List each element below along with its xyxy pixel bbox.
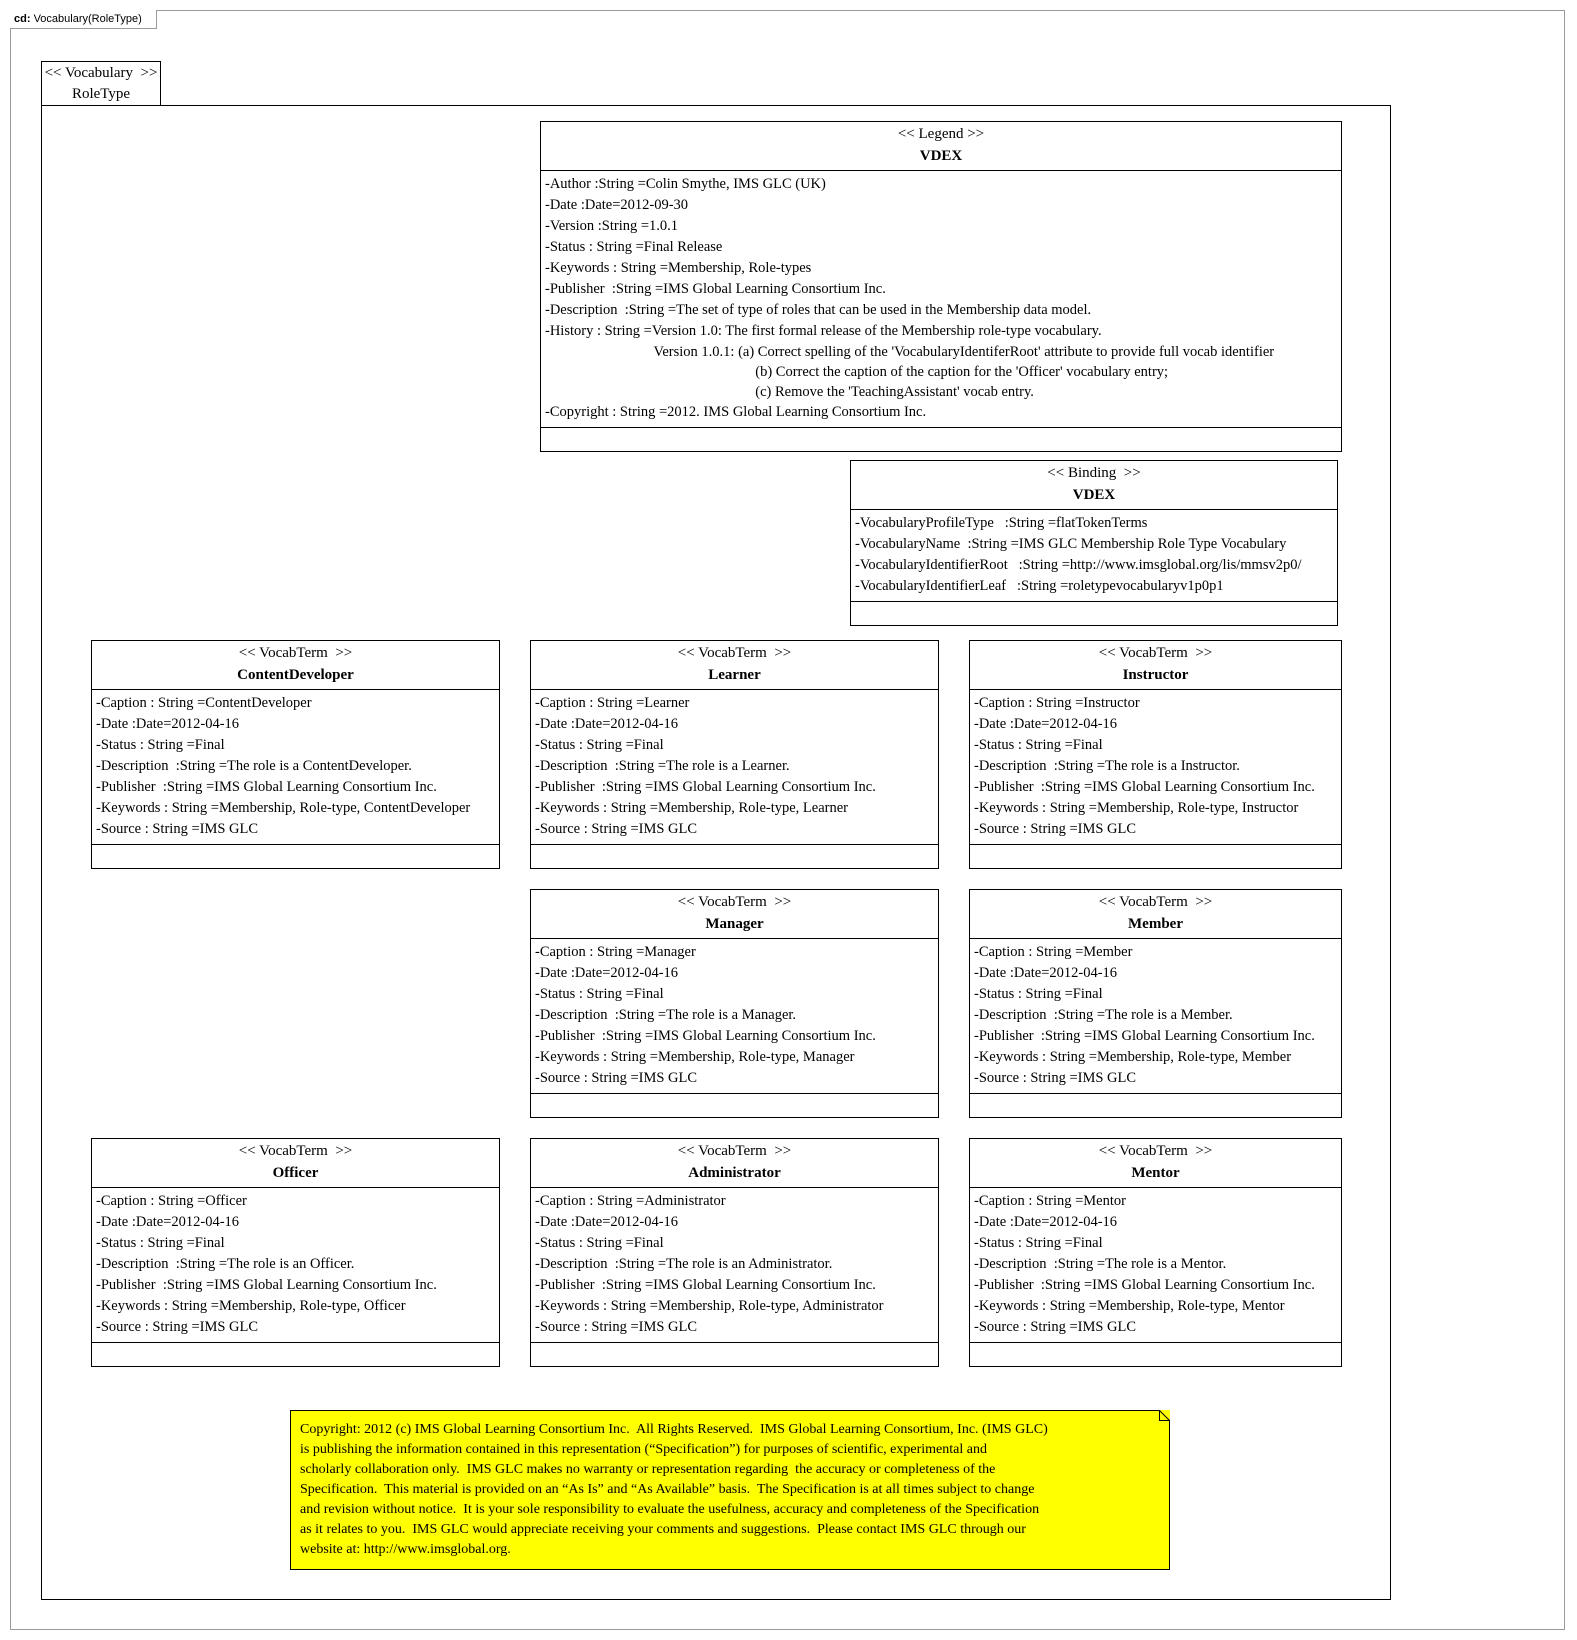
vocabterm-name: ContentDeveloper — [237, 667, 354, 683]
vocabterm-attr: -Status : String =Final — [96, 737, 225, 753]
vocabterm-name: Learner — [708, 667, 761, 683]
vocabterm-name: Member — [1128, 916, 1183, 932]
vocabterm-operations — [531, 845, 938, 868]
legend-attr: -Copyright : String =2012. IMS Global Learning Consortium Inc. — [545, 404, 927, 420]
vocabterm-attr: -Publisher :String =IMS Global Learning Consortium Inc. — [535, 1028, 876, 1044]
vocabterm-name: Mentor — [1131, 1165, 1180, 1181]
legend-header — [541, 122, 1341, 171]
legend-attr: -Version :String =1.0.1 — [545, 218, 679, 234]
vocabterm-operations — [970, 1094, 1341, 1117]
vocabterm-attributes — [92, 690, 499, 845]
vocabterm-operations — [970, 1343, 1341, 1366]
legend-attr: Version 1.0.1: (a) Correct spelling of the 'VocabularyIdentiferRoot' attribute to provide full vocab identifier — [545, 344, 1275, 360]
vocabterm-stereotype: << VocabTerm >> — [1098, 894, 1213, 910]
legend-attr: (b) Correct the caption of the caption for the 'Officer' vocabulary entry; — [545, 364, 1169, 380]
vocabterm-name: Administrator — [688, 1165, 781, 1181]
vocabterm-attr: -Date :Date=2012-04-16 — [96, 716, 240, 732]
vocabterm-attr: -Publisher :String =IMS Global Learning Consortium Inc. — [535, 779, 876, 795]
vocabterm-attr: -Keywords : String =Membership, Role-type, Manager — [535, 1049, 855, 1065]
legend-stereotype: << Legend >> — [897, 126, 985, 142]
vocabterm-header — [531, 641, 938, 690]
legend-attr: -Keywords : String =Membership, Role-types — [545, 260, 812, 276]
vocabterm-attr: -Caption : String =Member — [974, 944, 1133, 960]
vocabterm-attr: -Source : String =IMS GLC — [974, 821, 1137, 837]
vocabterm-attr: -Source : String =IMS GLC — [535, 821, 698, 837]
binding-attr: -VocabularyProfileType :String =flatTokenTerms — [855, 515, 1148, 531]
vocabterm-attr: -Caption : String =Administrator — [535, 1193, 726, 1209]
vocabterm-header — [531, 1139, 938, 1188]
vocabterm-manager[interactable] — [530, 889, 939, 1118]
legend-attr: -Date :Date=2012-09-30 — [545, 197, 689, 213]
vocabterm-stereotype: << VocabTerm >> — [1098, 645, 1213, 661]
legend-attr: -Author :String =Colin Smythe, IMS GLC (UK) — [545, 176, 826, 192]
vocabterm-header — [970, 641, 1341, 690]
vocabterm-attr: -Keywords : String =Membership, Role-type, ContentDeveloper — [96, 800, 471, 816]
vocabterm-attr: -Status : String =Final — [535, 986, 664, 1002]
vocabterm-attr: -Description :String =The role is a Member. — [974, 1007, 1233, 1023]
binding-attr: -VocabularyName :String =IMS GLC Membership Role Type Vocabulary — [855, 536, 1287, 552]
vocabterm-attr: -Source : String =IMS GLC — [974, 1319, 1137, 1335]
binding-stereotype: << Binding >> — [1047, 465, 1141, 481]
vocabterm-attr: -Publisher :String =IMS Global Learning Consortium Inc. — [974, 779, 1315, 795]
binding-attr: -VocabularyIdentifierRoot :String =http://www.imsglobal.org/lis/mmsv2p0/ — [855, 557, 1302, 573]
vocabterm-attr: -Status : String =Final — [974, 986, 1103, 1002]
vocabterm-attr: -Publisher :String =IMS Global Learning Consortium Inc. — [974, 1277, 1315, 1293]
vocabterm-attributes — [970, 939, 1341, 1094]
vocabterm-attr: -Source : String =IMS GLC — [96, 1319, 259, 1335]
vocabterm-attr: -Caption : String =Officer — [96, 1193, 247, 1209]
vocabterm-administrator[interactable] — [530, 1138, 939, 1367]
vocabterm-header — [92, 1139, 499, 1188]
vocabterm-name: Instructor — [1122, 667, 1189, 683]
vocabterm-attr: -Date :Date=2012-04-16 — [974, 965, 1118, 981]
vocabterm-attributes — [92, 1188, 499, 1343]
vocabterm-operations — [531, 1094, 938, 1117]
note-line: website at: http://www.imsglobal.org. — [300, 1542, 511, 1557]
vocabterm-attr: -Date :Date=2012-04-16 — [96, 1214, 240, 1230]
vocabterm-mentor[interactable] — [969, 1138, 1342, 1367]
vocabterm-operations — [92, 1343, 499, 1366]
vocabterm-attr: -Keywords : String =Membership, Role-type, Member — [974, 1049, 1292, 1065]
legend-attr: -History : String =Version 1.0: The first formal release of the Membership role-type vocabulary. — [545, 323, 1102, 339]
vocabterm-attr: -Status : String =Final — [535, 737, 664, 753]
copyright-note[interactable] — [290, 1410, 1170, 1570]
vocabterm-attr: -Source : String =IMS GLC — [974, 1070, 1137, 1086]
note-line: Specification. This material is provided on an “As Is” and “As Available” basis. The Specification is at all times subject to change — [300, 1482, 1035, 1497]
vocabterm-attr: -Description :String =The role is an Officer. — [96, 1256, 355, 1272]
note-text — [300, 1420, 1160, 1560]
vocabterm-contentdeveloper[interactable] — [91, 640, 500, 869]
vocabterm-operations — [970, 845, 1341, 868]
vocabterm-attr: -Status : String =Final — [974, 1235, 1103, 1251]
vocabterm-attr: -Keywords : String =Membership, Role-type, Mentor — [974, 1298, 1285, 1314]
legend-attr: -Status : String =Final Release — [545, 239, 723, 255]
vocabterm-attr: -Publisher :String =IMS Global Learning Consortium Inc. — [96, 779, 437, 795]
package-stereotype: << Vocabulary >> — [44, 65, 158, 81]
legend-attributes — [541, 171, 1341, 428]
binding-operations — [851, 602, 1337, 625]
vocabterm-stereotype: << VocabTerm >> — [238, 645, 353, 661]
note-line: Copyright: 2012 (c) IMS Global Learning Consortium Inc. All Rights Reserved. IMS Global Learning Consortium, Inc. (IMS GLC) — [300, 1422, 1048, 1437]
vocabterm-attr: -Caption : String =Instructor — [974, 695, 1140, 711]
vocabterm-stereotype: << VocabTerm >> — [677, 645, 792, 661]
vocabterm-attr: -Description :String =The role is a Mentor. — [974, 1256, 1227, 1272]
vocabterm-attr: -Status : String =Final — [96, 1235, 225, 1251]
legend-name: VDEX — [919, 148, 963, 164]
vocabterm-header — [970, 890, 1341, 939]
legend-attr: -Publisher :String =IMS Global Learning Consortium Inc. — [545, 281, 886, 297]
vocabterm-attr: -Keywords : String =Membership, Role-type, Instructor — [974, 800, 1299, 816]
vocabterm-name: Officer — [272, 1165, 319, 1181]
vocabterm-operations — [531, 1343, 938, 1366]
vocabterm-instructor[interactable] — [969, 640, 1342, 869]
vocabterm-attr: -Keywords : String =Membership, Role-type, Administrator — [535, 1298, 884, 1314]
vocabterm-attr: -Date :Date=2012-04-16 — [974, 1214, 1118, 1230]
binding-attr: -VocabularyIdentifierLeaf :String =roletypevocabularyv1p0p1 — [855, 578, 1224, 594]
diagram-kind: cd: — [14, 13, 31, 25]
vocabterm-attr: -Caption : String =ContentDeveloper — [96, 695, 312, 711]
vocabterm-stereotype: << VocabTerm >> — [677, 1143, 792, 1159]
legend-operations — [541, 428, 1341, 451]
diagram-frame-tab — [10, 10, 157, 29]
binding-attributes — [851, 510, 1337, 602]
vocabterm-stereotype: << VocabTerm >> — [1098, 1143, 1213, 1159]
vocabterm-member[interactable] — [969, 889, 1342, 1118]
legend-attr: (c) Remove the 'TeachingAssistant' vocab entry. — [545, 384, 1034, 400]
note-line: is publishing the information contained in this representation (“Specification”) for purposes of scientific, experimental and — [300, 1442, 987, 1457]
vocabterm-attr: -Publisher :String =IMS Global Learning Consortium Inc. — [96, 1277, 437, 1293]
vocabterm-attr: -Caption : String =Learner — [535, 695, 690, 711]
note-line: as it relates to you. IMS GLC would appreciate receiving your comments and suggestions. Please contact IMS GLC through our — [300, 1522, 1026, 1537]
vocabterm-attr: -Source : String =IMS GLC — [535, 1319, 698, 1335]
vocabterm-attr: -Source : String =IMS GLC — [96, 821, 259, 837]
vocabterm-stereotype: << VocabTerm >> — [677, 894, 792, 910]
vocabterm-attributes — [531, 690, 938, 845]
vocabterm-attr: -Description :String =The role is an Administrator. — [535, 1256, 833, 1272]
vocabterm-attr: -Status : String =Final — [974, 737, 1103, 753]
binding-name: VDEX — [1072, 487, 1116, 503]
vocabterm-attr: -Keywords : String =Membership, Role-type, Officer — [96, 1298, 406, 1314]
note-line: scholarly collaboration only. IMS GLC makes no warranty or representation regarding the accuracy or completeness of the — [300, 1462, 996, 1477]
vocabterm-learner[interactable] — [530, 640, 939, 869]
vocabterm-attr: -Date :Date=2012-04-16 — [535, 1214, 679, 1230]
legend-class[interactable] — [540, 121, 1342, 452]
binding-class[interactable] — [850, 460, 1338, 626]
note-line: and revision without notice. It is your sole responsibility to evaluate the usefulness, accuracy and completeness of the Specification — [300, 1502, 1040, 1517]
vocabterm-operations — [92, 845, 499, 868]
vocabterm-attr: -Publisher :String =IMS Global Learning Consortium Inc. — [974, 1028, 1315, 1044]
vocabterm-attr: -Status : String =Final — [535, 1235, 664, 1251]
vocabterm-attr: -Date :Date=2012-04-16 — [535, 965, 679, 981]
vocabterm-attr: -Keywords : String =Membership, Role-type, Learner — [535, 800, 849, 816]
vocabterm-header — [531, 890, 938, 939]
vocabterm-attr: -Description :String =The role is a ContentDeveloper. — [96, 758, 412, 774]
vocabterm-attributes — [531, 939, 938, 1094]
vocabterm-attr: -Caption : String =Mentor — [974, 1193, 1126, 1209]
vocabterm-attr: -Date :Date=2012-04-16 — [535, 716, 679, 732]
vocabterm-attr: -Description :String =The role is a Learner. — [535, 758, 790, 774]
package-name: RoleType — [71, 86, 131, 102]
vocabterm-name: Manager — [705, 916, 764, 932]
vocabterm-attributes — [970, 690, 1341, 845]
vocabterm-attr: -Caption : String =Manager — [535, 944, 696, 960]
vocabterm-attributes — [970, 1188, 1341, 1343]
vocabterm-attr: -Source : String =IMS GLC — [535, 1070, 698, 1086]
vocabterm-attr: -Date :Date=2012-04-16 — [974, 716, 1118, 732]
binding-header — [851, 461, 1337, 510]
diagram-title: Vocabulary(RoleType) — [33, 13, 142, 25]
vocabterm-attr: -Description :String =The role is a Manager. — [535, 1007, 797, 1023]
vocabterm-attr: -Description :String =The role is a Instructor. — [974, 758, 1240, 774]
legend-attr: -Description :String =The set of type of roles that can be used in the Membership data model. — [545, 302, 1092, 318]
vocabterm-attributes — [531, 1188, 938, 1343]
vocabterm-officer[interactable] — [91, 1138, 500, 1367]
vocabterm-stereotype: << VocabTerm >> — [238, 1143, 353, 1159]
vocabterm-header — [970, 1139, 1341, 1188]
vocabterm-attr: -Publisher :String =IMS Global Learning Consortium Inc. — [535, 1277, 876, 1293]
package-tab[interactable] — [41, 61, 161, 106]
vocabterm-header — [92, 641, 499, 690]
